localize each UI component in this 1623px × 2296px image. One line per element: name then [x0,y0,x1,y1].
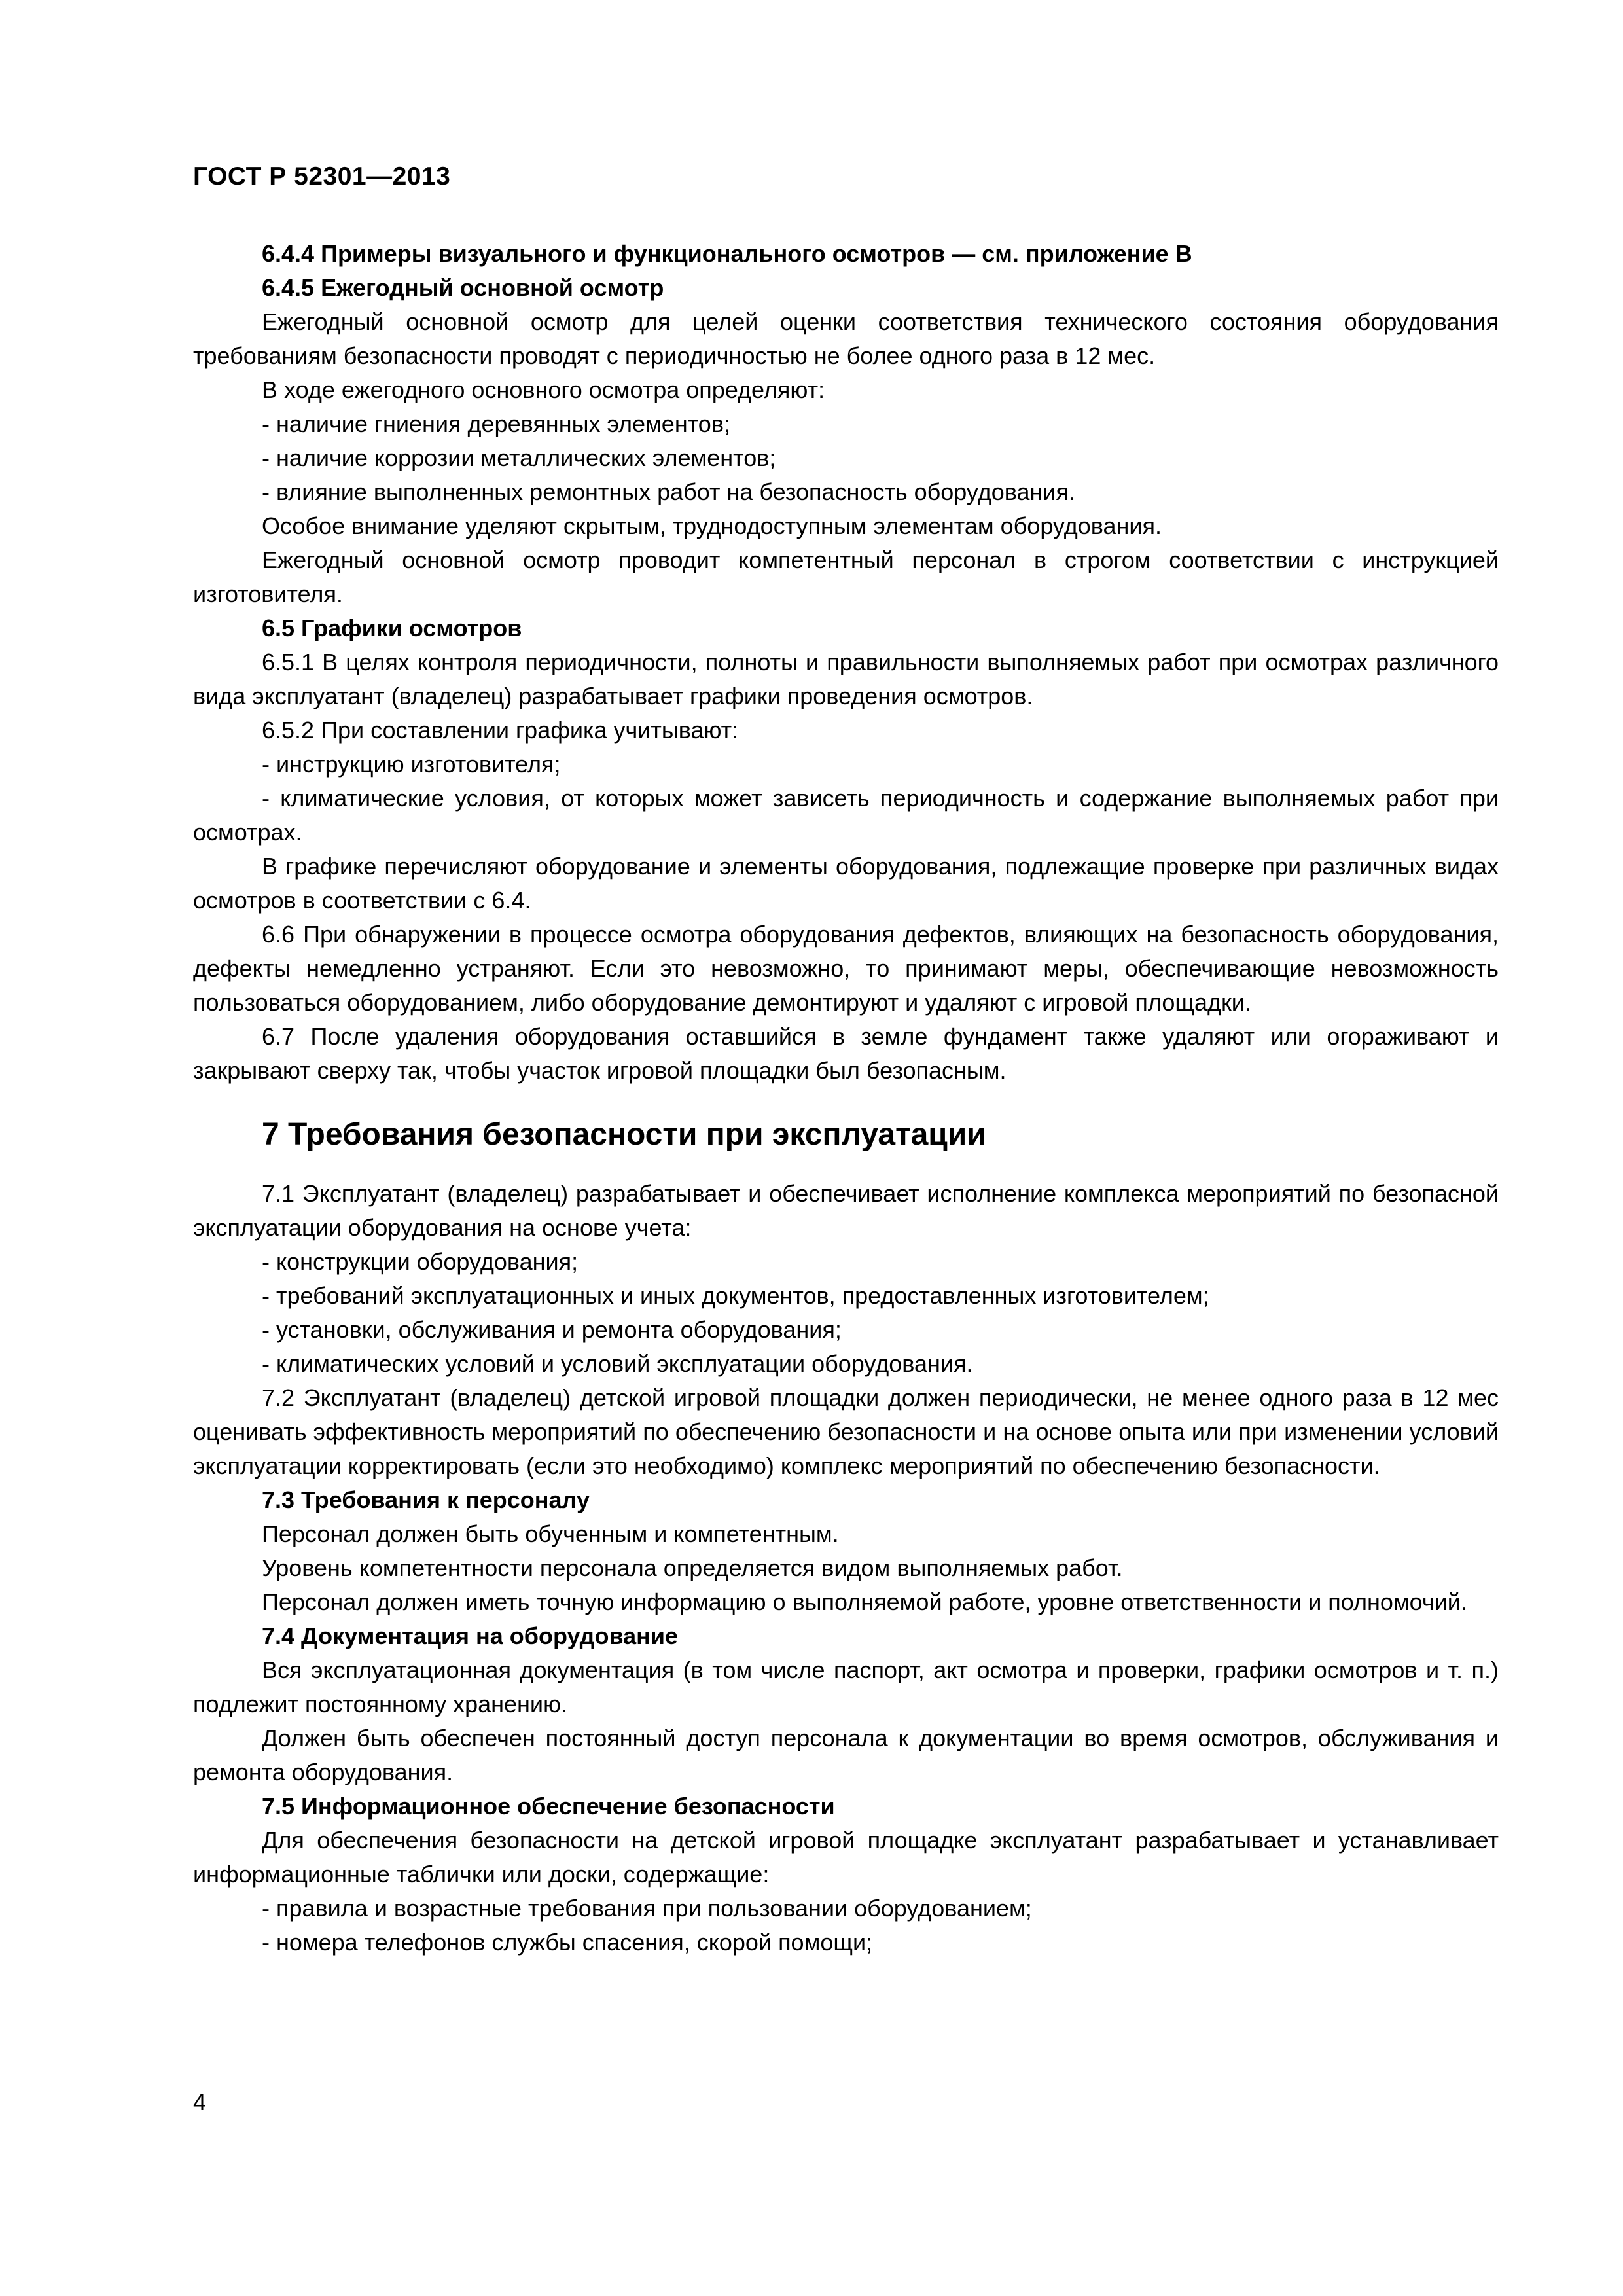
page-number: 4 [193,2089,207,2115]
paragraph: Ежегодный основной осмотр проводит компетентный персонал в строгом соответствии с инструкцией изготовителя. [193,547,1499,607]
list-item: - климатические условия, от которых может зависеть периодичность и содержание выполняемых работ при осмотрах. [193,785,1499,846]
paragraph: Ежегодный основной осмотр для целей оценки соответствия технического состояния оборудования требованиям безопасности проводят с периодичностью не более одного раза в 12 мес. [193,308,1499,369]
clause-heading-7-5: 7.5 Информационное обеспечение безопасности [262,1793,835,1820]
paragraph: Персонал должен иметь точную информацию о выполняемой работе, уровне ответственности и полномочий. [262,1588,1467,1615]
paragraph: В ходе ежегодного основного осмотра определяют: [262,376,825,403]
list-item: - наличие гниения деревянных элементов; [262,410,730,437]
clause-heading-7-4: 7.4 Документация на оборудование [262,1623,679,1649]
section-title-7: 7 Требования безопасности при эксплуатации [262,1117,986,1152]
paragraph: 6.5.1 В целях контроля периодичности, полноты и правильности выполняемых работ при осмотрах различного вида эксплуатант (владелец) разрабатывает графики проведения осмотров. [193,649,1499,709]
list-item: - климатических условий и условий эксплуатации оборудования. [262,1350,973,1377]
paragraph: 6.5.2 При составлении графика учитывают: [262,717,739,744]
list-item: - конструкции оборудования; [262,1248,579,1275]
paragraph: Вся эксплуатационная документация (в том числе паспорт, акт осмотра и проверки, графики осмотров и т. п.) подлежит постоянному хранению. [193,1657,1499,1717]
paragraph: 6.6 При обнаружении в процессе осмотра оборудования дефектов, влияющих на безопасность оборудования, дефекты немедленно устраняют. Если это невозможно, то принимают меры, обеспечивающие невозможность пользоваться оборудованием, либо оборудование демонтируют и удаляют с игровой площадки. [193,921,1499,1016]
list-item: - правила и возрастные требования при пользовании оборудованием; [262,1895,1032,1922]
paragraph: Персонал должен быть обученным и компетентным. [262,1520,839,1547]
clause-heading-6-4-5: 6.4.5 Ежегодный основной осмотр [262,274,664,301]
list-item: - установки, обслуживания и ремонта оборудования; [262,1316,842,1343]
paragraph: Для обеспечения безопасности на детской игровой площадке эксплуатант разрабатывает и устанавливает информационные таблички или доски, содержащие: [193,1827,1499,1888]
paragraph: 7.2 Эксплуатант (владелец) детской игровой площадки должен периодически, не менее одного раза в 12 мес оценивать эффективность мероприятий по обеспечению безопасности и на основе опыта или при изменении условий эксплуатации корректировать (если это необходимо) комплекс мероприятий по обеспечению безопасности. [193,1384,1499,1479]
list-item: - наличие коррозии металлических элементов; [262,444,776,471]
clause-heading-6-4-4: 6.4.4 Примеры визуального и функционального осмотров — см. приложение В [262,240,1192,267]
list-item: - влияние выполненных ремонтных работ на безопасность оборудования. [262,478,1075,505]
paragraph: Особое внимание уделяют скрытым, труднодоступным элементам оборудования. [262,512,1162,539]
list-item: - инструкцию изготовителя; [262,751,561,778]
clause-heading-6-5: 6.5 Графики осмотров [262,615,522,641]
document-body [193,237,1499,1960]
paragraph: Уровень компетентности персонала определяется видом выполняемых работ. [262,1554,1123,1581]
paragraph: Должен быть обеспечен постоянный доступ персонала к документации во время осмотров, обслуживания и ремонта оборудования. [193,1725,1499,1785]
list-item: - номера телефонов службы спасения, скорой помощи; [262,1929,873,1956]
paragraph: 7.1 Эксплуатант (владелец) разрабатывает и обеспечивает исполнение комплекса мероприятий по безопасной эксплуатации оборудования на основе учета: [193,1180,1499,1241]
clause-heading-7-3: 7.3 Требования к персоналу [262,1486,590,1513]
standard-header: ГОСТ Р 52301—2013 [193,162,451,190]
list-item: - требований эксплуатационных и иных документов, предоставленных изготовителем; [262,1282,1209,1309]
paragraph: 6.7 После удаления оборудования оставшийся в земле фундамент также удаляют или огораживают и закрывают сверху так, чтобы участок игровой площадки был безопасным. [193,1023,1499,1084]
paragraph: В графике перечисляют оборудование и элементы оборудования, подлежащие проверке при различных видах осмотров в соответствии с 6.4. [193,853,1499,914]
